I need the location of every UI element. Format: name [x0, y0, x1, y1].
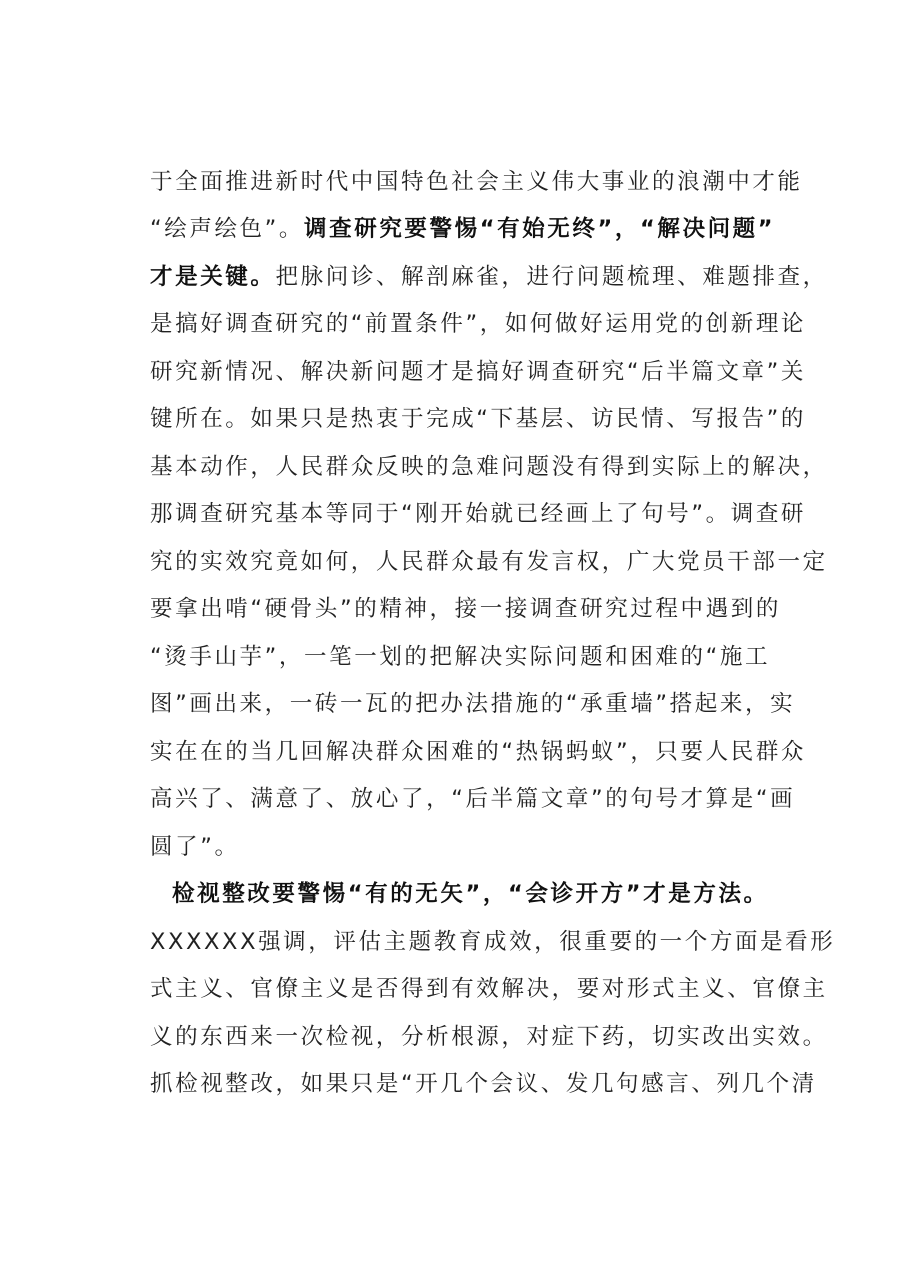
text-line [150, 689, 850, 719]
text-line [150, 642, 850, 672]
text-line [150, 1022, 850, 1052]
text-segment: 于全面推进新时代中国特色社会主义伟大事业的浪潮中才能 [150, 169, 803, 195]
bold-text-segment: 才是关键。 [150, 264, 276, 290]
text-line [150, 404, 850, 434]
text-line [150, 737, 850, 767]
bold-text-segment: 检视整改要警惕“有的无矢”，“会诊开方”才是方法。 [172, 881, 769, 907]
text-line [150, 499, 850, 529]
text-line [150, 167, 850, 197]
text-line [150, 832, 850, 862]
text-line [150, 547, 850, 577]
text-segment: 是搞好调查研究的“前置条件”，如何做好运用党的创新理论 [150, 311, 807, 337]
text-segment: 究的实效究竟如何，人民群众最有发言权，广大党员干部一定 [150, 549, 828, 575]
text-line [150, 214, 850, 244]
text-segment: “绘声绘色”。 [150, 216, 305, 242]
text-line [150, 262, 850, 292]
text-segment: “烫手山芋”，一笔一划的把解决实际问题和困难的“施工 [150, 644, 771, 670]
text-line [150, 784, 850, 814]
text-segment: 圆了”。 [150, 834, 240, 860]
text-line [150, 974, 850, 1004]
text-segment: 研究新情况、解决新问题才是搞好调查研究“后半篇文章”关 [150, 359, 807, 385]
text-line [150, 1069, 850, 1099]
text-line [150, 927, 850, 957]
text-segment: XXXXXX强调，评估主题教育成效，很重要的一个方面是看形 [150, 929, 836, 955]
text-segment: 那调查研究基本等同于“刚开始就已经画上了句号”。调查研 [150, 501, 807, 527]
text-segment: 抓检视整改，如果只是“开几个会议、发几句感言、列几个清 [150, 1071, 817, 1097]
text-segment: 高兴了、满意了、放心了，“后半篇文章”的句号才算是“画 [150, 786, 796, 812]
paragraph-heading-line [172, 879, 872, 909]
text-segment: 把脉问诊、解剖麻雀，进行问题梳理、难题排查， [275, 264, 828, 290]
text-segment: 要拿出啃“硬骨头”的精神，接一接调查研究过程中遇到的 [150, 596, 781, 622]
text-line [150, 452, 850, 482]
bold-text-segment: 调查研究要警惕“有始无终”，“解决问题” [304, 216, 776, 242]
text-segment: 实在在的当几回解决群众困难的“热锅蚂蚁”，只要人民群众 [150, 739, 807, 765]
text-segment: 基本动作，人民群众反映的急难问题没有得到实际上的解决， [150, 454, 828, 480]
text-line [150, 357, 850, 387]
text-segment: 义的东西来一次检视，分析根源，对症下药，切实改出实效。 [150, 1024, 828, 1050]
text-segment: 键所在。如果只是热衷于完成“下基层、访民情、写报告”的 [150, 406, 807, 432]
text-line [150, 594, 850, 624]
text-line [150, 309, 850, 339]
text-segment: 图”画出来，一砖一瓦的把办法措施的“承重墙”搭起来，实 [150, 691, 796, 717]
text-segment: 式主义、官僚主义是否得到有效解决，要对形式主义、官僚主 [150, 976, 828, 1002]
